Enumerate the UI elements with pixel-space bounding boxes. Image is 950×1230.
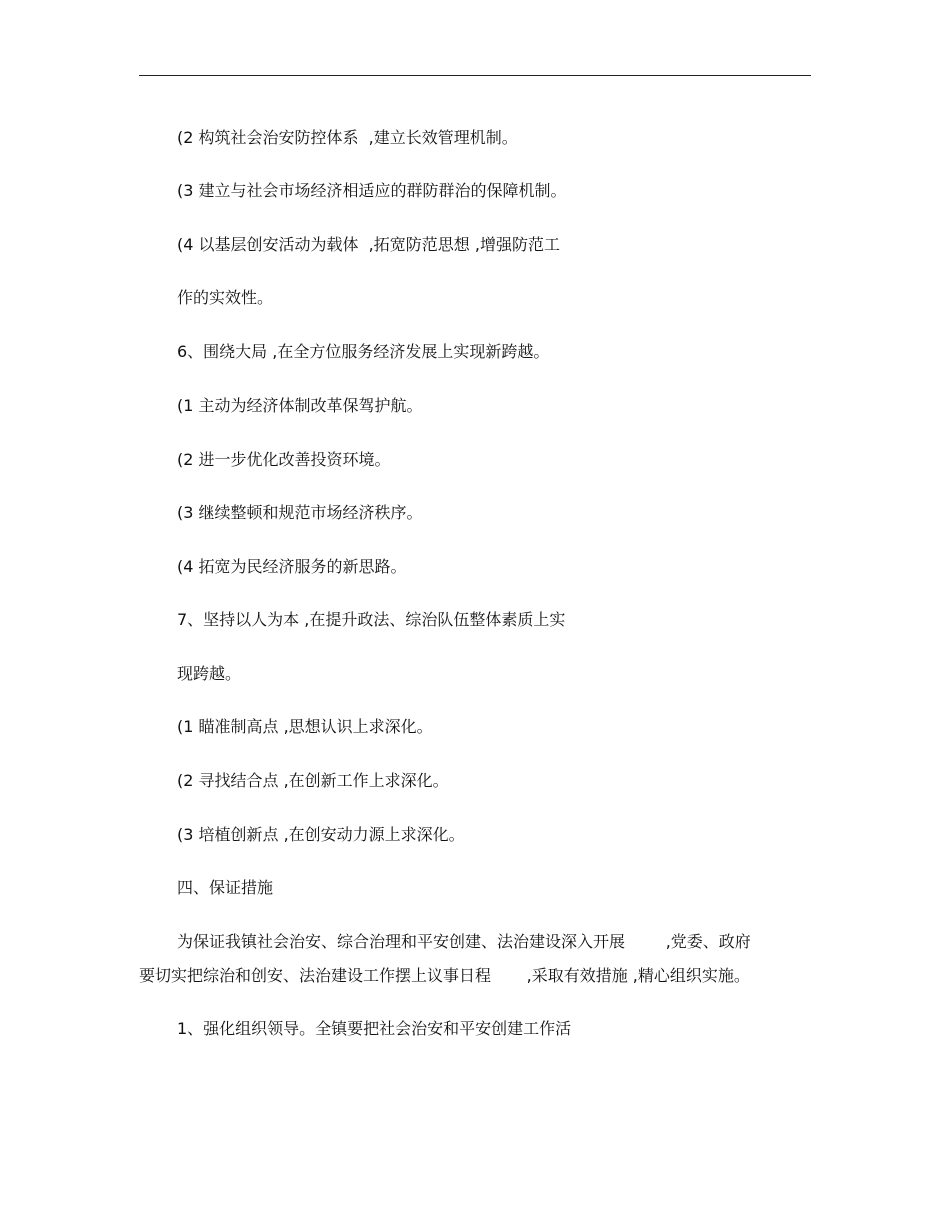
text-line: (2 寻找结合点 ,在创新工作上求深化。: [177, 771, 449, 790]
text-line: (1 瞄准制高点 ,思想认识上求深化。: [177, 717, 433, 736]
section-heading: 四、保证措施: [177, 878, 274, 897]
text-line: (2 进一步优化改善投资环境。: [177, 450, 391, 469]
text-line: (1 主动为经济体制改革保驾护航。: [177, 396, 423, 415]
section-heading: 6、围绕大局 ,在全方位服务经济发展上实现新跨越。: [177, 342, 550, 361]
paragraph-line: 要切实把综治和创安、法治建设工作摆上议事日程 ,采取有效措施 ,精心组织实施。: [139, 966, 750, 985]
paragraph-line: 为保证我镇社会治安、综合治理和平安创建、法治建设深入开展 ,党委、政府: [177, 932, 751, 951]
text-line: (3 建立与社会市场经济相适应的群防群治的保障机制。: [177, 181, 567, 200]
body-paragraph: [139, 932, 811, 986]
text-line: 现跨越。: [177, 664, 242, 683]
text-line: (4 拓宽为民经济服务的新思路。: [177, 557, 407, 576]
text-line: (3 继续整顿和规范市场经济秩序。: [177, 503, 423, 522]
text-line: 作的实效性。: [177, 288, 274, 307]
header-rule: [139, 75, 811, 76]
text-line: (2 构筑社会治安防控体系 ,建立长效管理机制。: [177, 128, 518, 147]
text-line: (4 以基层创安活动为载体 ,拓宽防范思想 ,增强防范工: [177, 235, 560, 254]
section-heading: 7、坚持以人为本 ,在提升政法、综治队伍整体素质上实: [177, 610, 566, 629]
text-line: 1、强化组织领导。全镇要把社会治安和平安创建工作活: [177, 1019, 572, 1038]
text-line: (3 培植创新点 ,在创安动力源上求深化。: [177, 825, 465, 844]
